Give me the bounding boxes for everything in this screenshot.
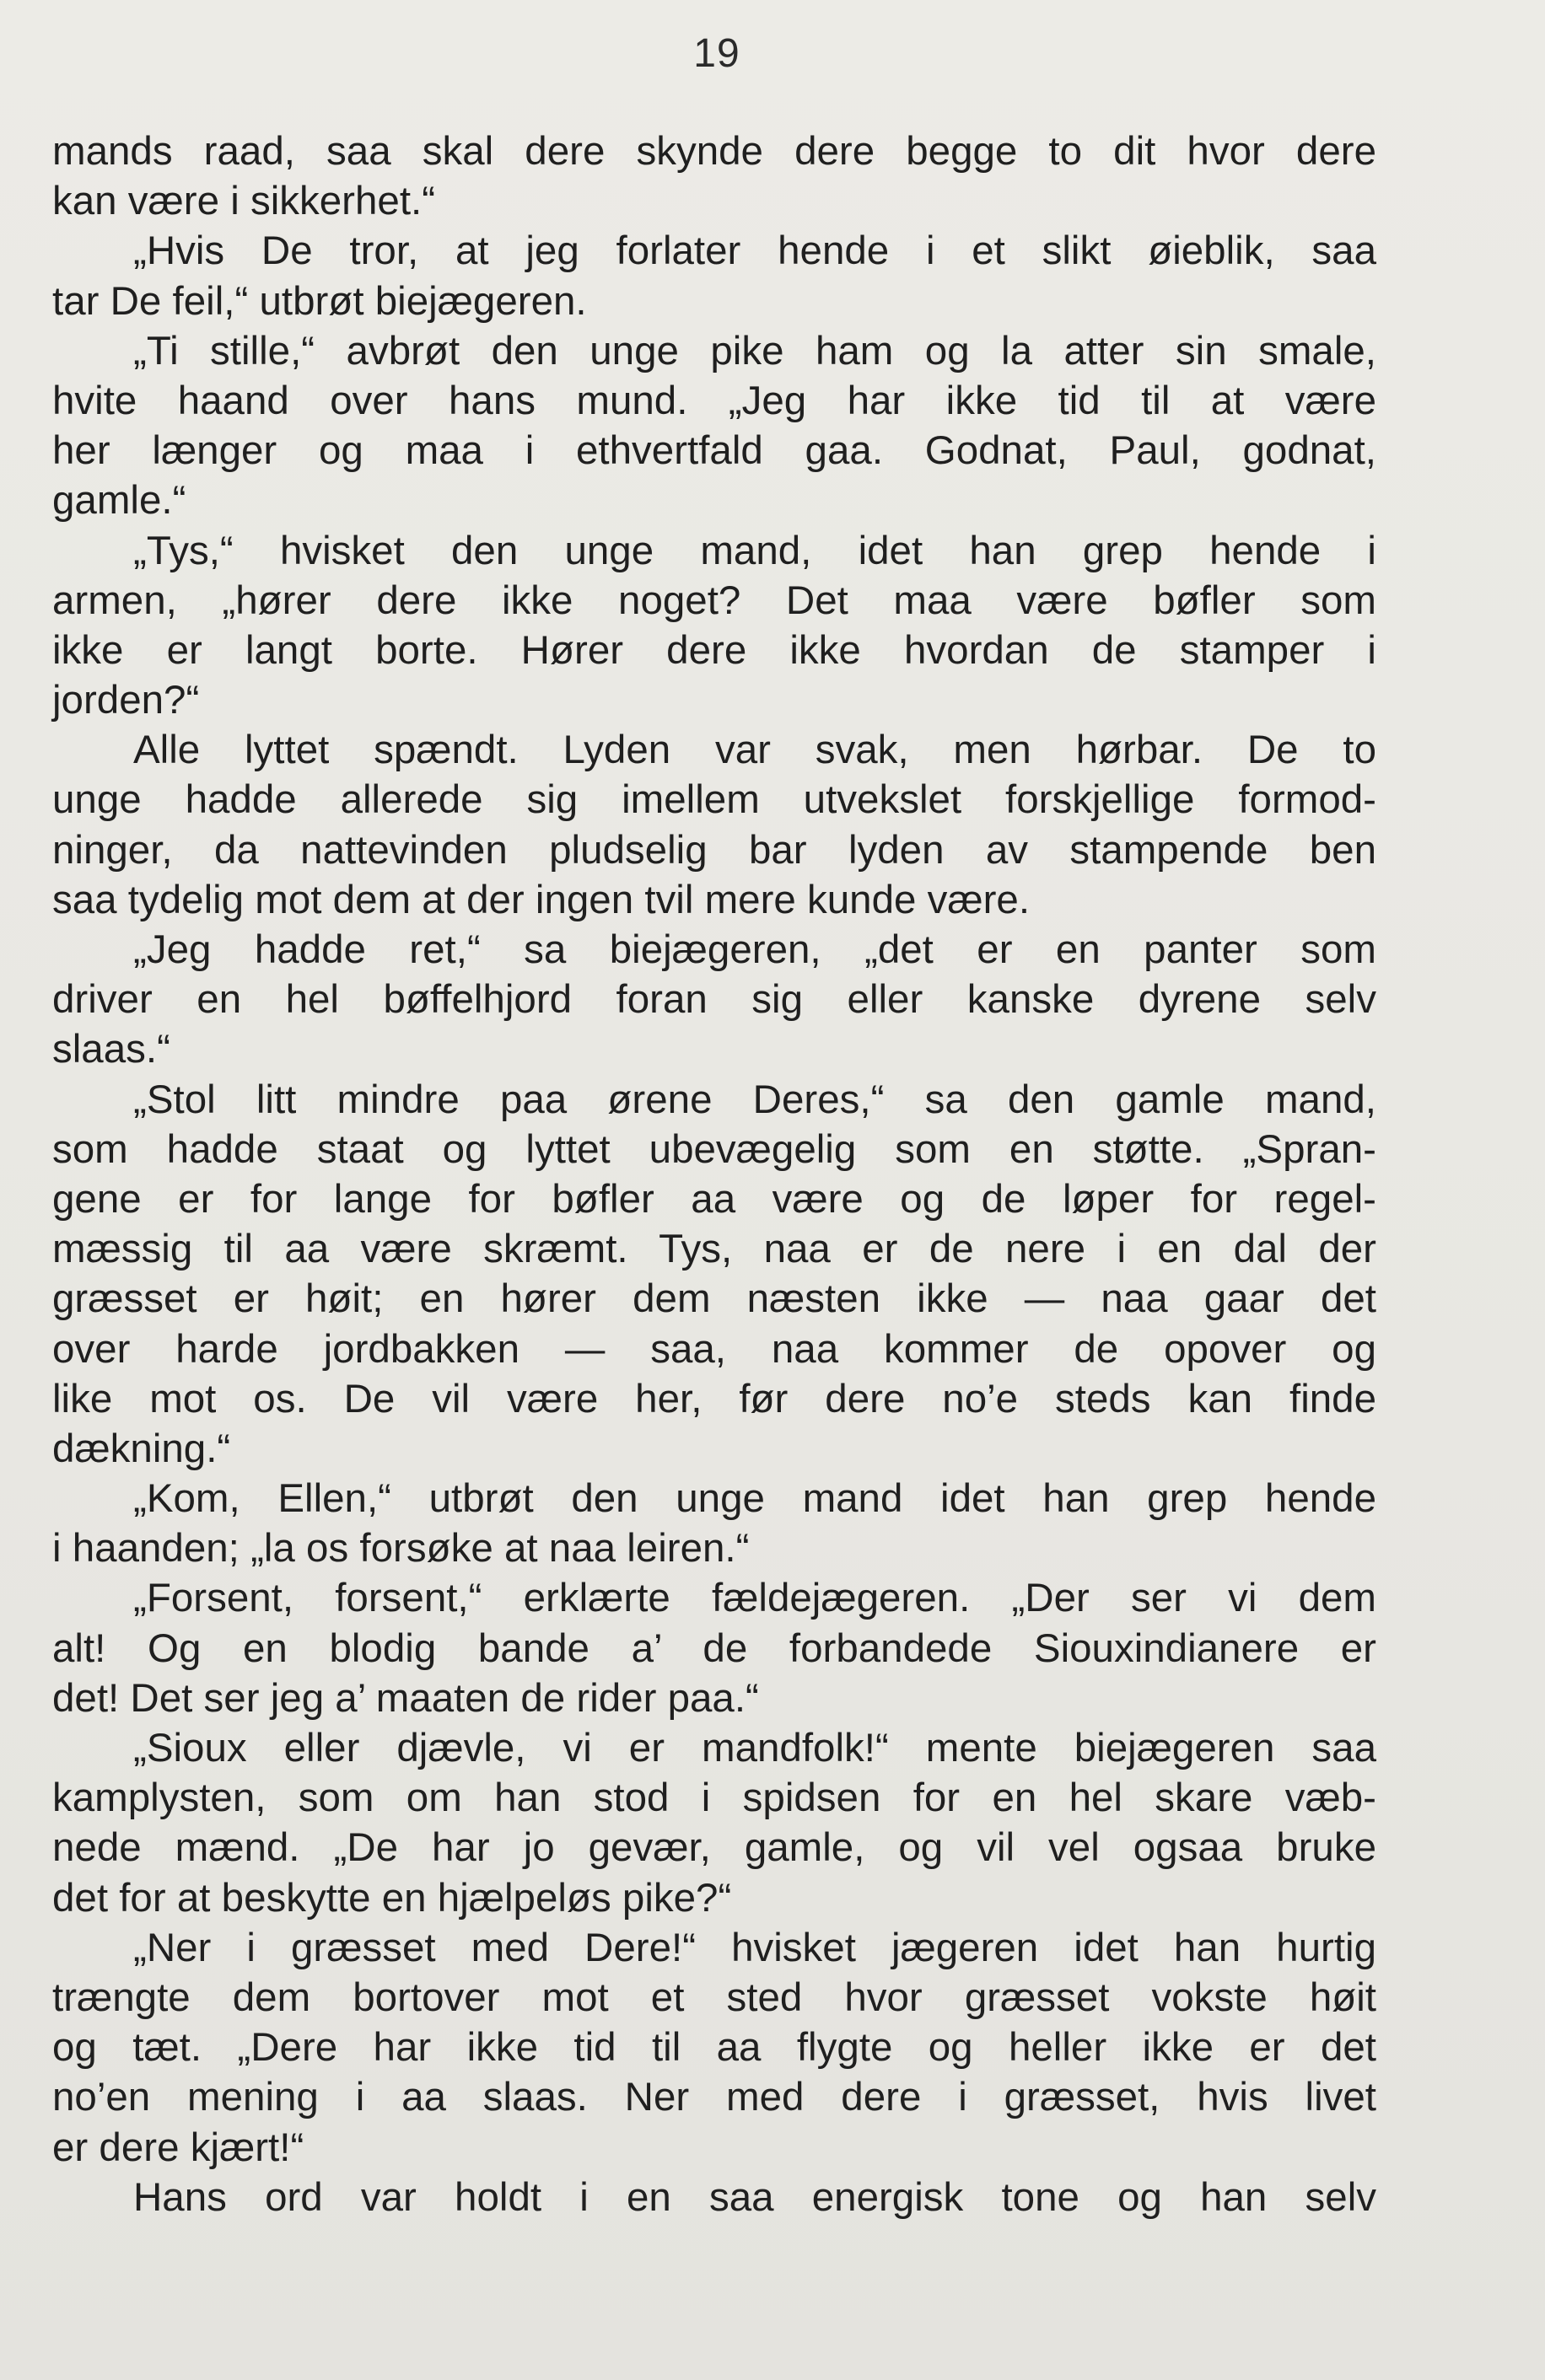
text-line: Hans ord var holdt i en saa energisk tone og han selv	[133, 2174, 1376, 2220]
text-line: armen, „hører dere ikke noget? Det maa være bøfler som	[52, 578, 1376, 623]
text-line: Alle lyttet spændt. Lyden var svak, men hørbar. De to	[133, 728, 1376, 773]
text-line: „Sioux eller djævle, vi er mandfolk!“ mente biejægeren saa	[133, 1726, 1376, 1770]
text-line: saa tydelig mot dem at der ingen tvil mere kunde være.	[52, 877, 1031, 922]
text-line: „Stol litt mindre paa ørene Deres,“ sa den gamle mand,	[133, 1077, 1376, 1122]
text-line: „Ner i græsset med Dere!“ hvisket jægeren idet han hurtig	[133, 1925, 1376, 1970]
text-line: og tæt. „Dere har ikke tid til aa flygte og heller ikke er det	[52, 2025, 1376, 2071]
text-line: som hadde staat og lyttet ubevægelig som en støtte. „Spran-	[52, 1126, 1376, 1172]
text-line: „Forsent, forsent,“ erklærte fældejægeren. „Der ser vi dem	[133, 1576, 1376, 1621]
text-line: alt! Og en blodig bande a’ de forbandede Siouxindianere er	[52, 1625, 1376, 1671]
text-line: like mot os. De vil være her, før dere no’e steds kan finde	[52, 1376, 1376, 1421]
text-line: ikke er langt borte. Hører dere ikke hvordan de stamper i	[52, 627, 1376, 673]
text-line: hvite haand over hans mund. „Jeg har ikke tid til at være	[52, 378, 1376, 423]
text-line: gamle.“	[52, 478, 186, 524]
text-line: her længer og maa i ethvertfald gaa. Godnat, Paul, godnat,	[52, 428, 1376, 474]
text-line: „Jeg hadde ret,“ sa biejægeren, „det er en panter som	[133, 927, 1376, 972]
text-line: jorden?“	[52, 678, 200, 723]
text-line: „Kom, Ellen,“ utbrøt den unge mand idet han grep hende	[133, 1476, 1376, 1522]
text-line: ninger, da nattevinden pludselig bar lyden av stampende ben	[52, 827, 1376, 873]
text-line: „Ti stille,“ avbrøt den unge pike ham og la atter sin smale,	[133, 328, 1376, 373]
text-line: mands raad, saa skal dere skynde dere begge to dit hvor dere	[52, 129, 1376, 174]
text-line: kan være i sikkerhet.“	[52, 179, 436, 224]
body-text	[52, 126, 1376, 2222]
text-line: kamplysten, som om han stod i spidsen for en hel skare væb-	[52, 1776, 1376, 1821]
text-line: det! Det ser jeg a’ maaten de rider paa.“	[52, 1675, 759, 1721]
text-line: nede mænd. „De har jo gevær, gamle, og vil vel ogsaa bruke	[52, 1825, 1376, 1871]
page-number: 19	[693, 31, 740, 76]
text-line: no’en mening i aa slaas. Ner med dere i græsset, hvis livet	[52, 2075, 1376, 2120]
text-line: „Hvis De tror, at jeg forlater hende i et slikt øieblik, saa	[133, 228, 1376, 274]
text-line: „Tys,“ hvisket den unge mand, idet han grep hende i	[133, 528, 1376, 573]
text-line: driver en hel bøffelhjord foran sig eller kanske dyrene selv	[52, 977, 1376, 1023]
text-line: trængte dem bortover mot et sted hvor græsset vokste høit	[52, 1974, 1376, 2020]
text-line: det for at beskytte en hjælpeløs pike?“	[52, 1875, 732, 1921]
text-line: tar De feil,“ utbrøt biejægeren.	[52, 278, 587, 324]
text-line: i haanden; „la os forsøke at naa leiren.“	[52, 1526, 750, 1571]
text-line: er dere kjært!“	[52, 2125, 304, 2170]
text-line: unge hadde allerede sig imellem utvekslet forskjellige formod-	[52, 777, 1376, 823]
text-line: mæssig til aa være skræmt. Tys, naa er de nere i en dal der	[52, 1227, 1376, 1272]
text-line: over harde jordbakken — saa, naa kommer de opover og	[52, 1326, 1376, 1372]
text-line: slaas.“	[52, 1027, 170, 1072]
text-line: græsset er høit; en hører dem næsten ikke — naa gaar det	[52, 1276, 1376, 1322]
text-line: dækning.“	[52, 1426, 231, 1471]
text-line: gene er for lange for bøfler aa være og de løper for regel-	[52, 1176, 1376, 1222]
